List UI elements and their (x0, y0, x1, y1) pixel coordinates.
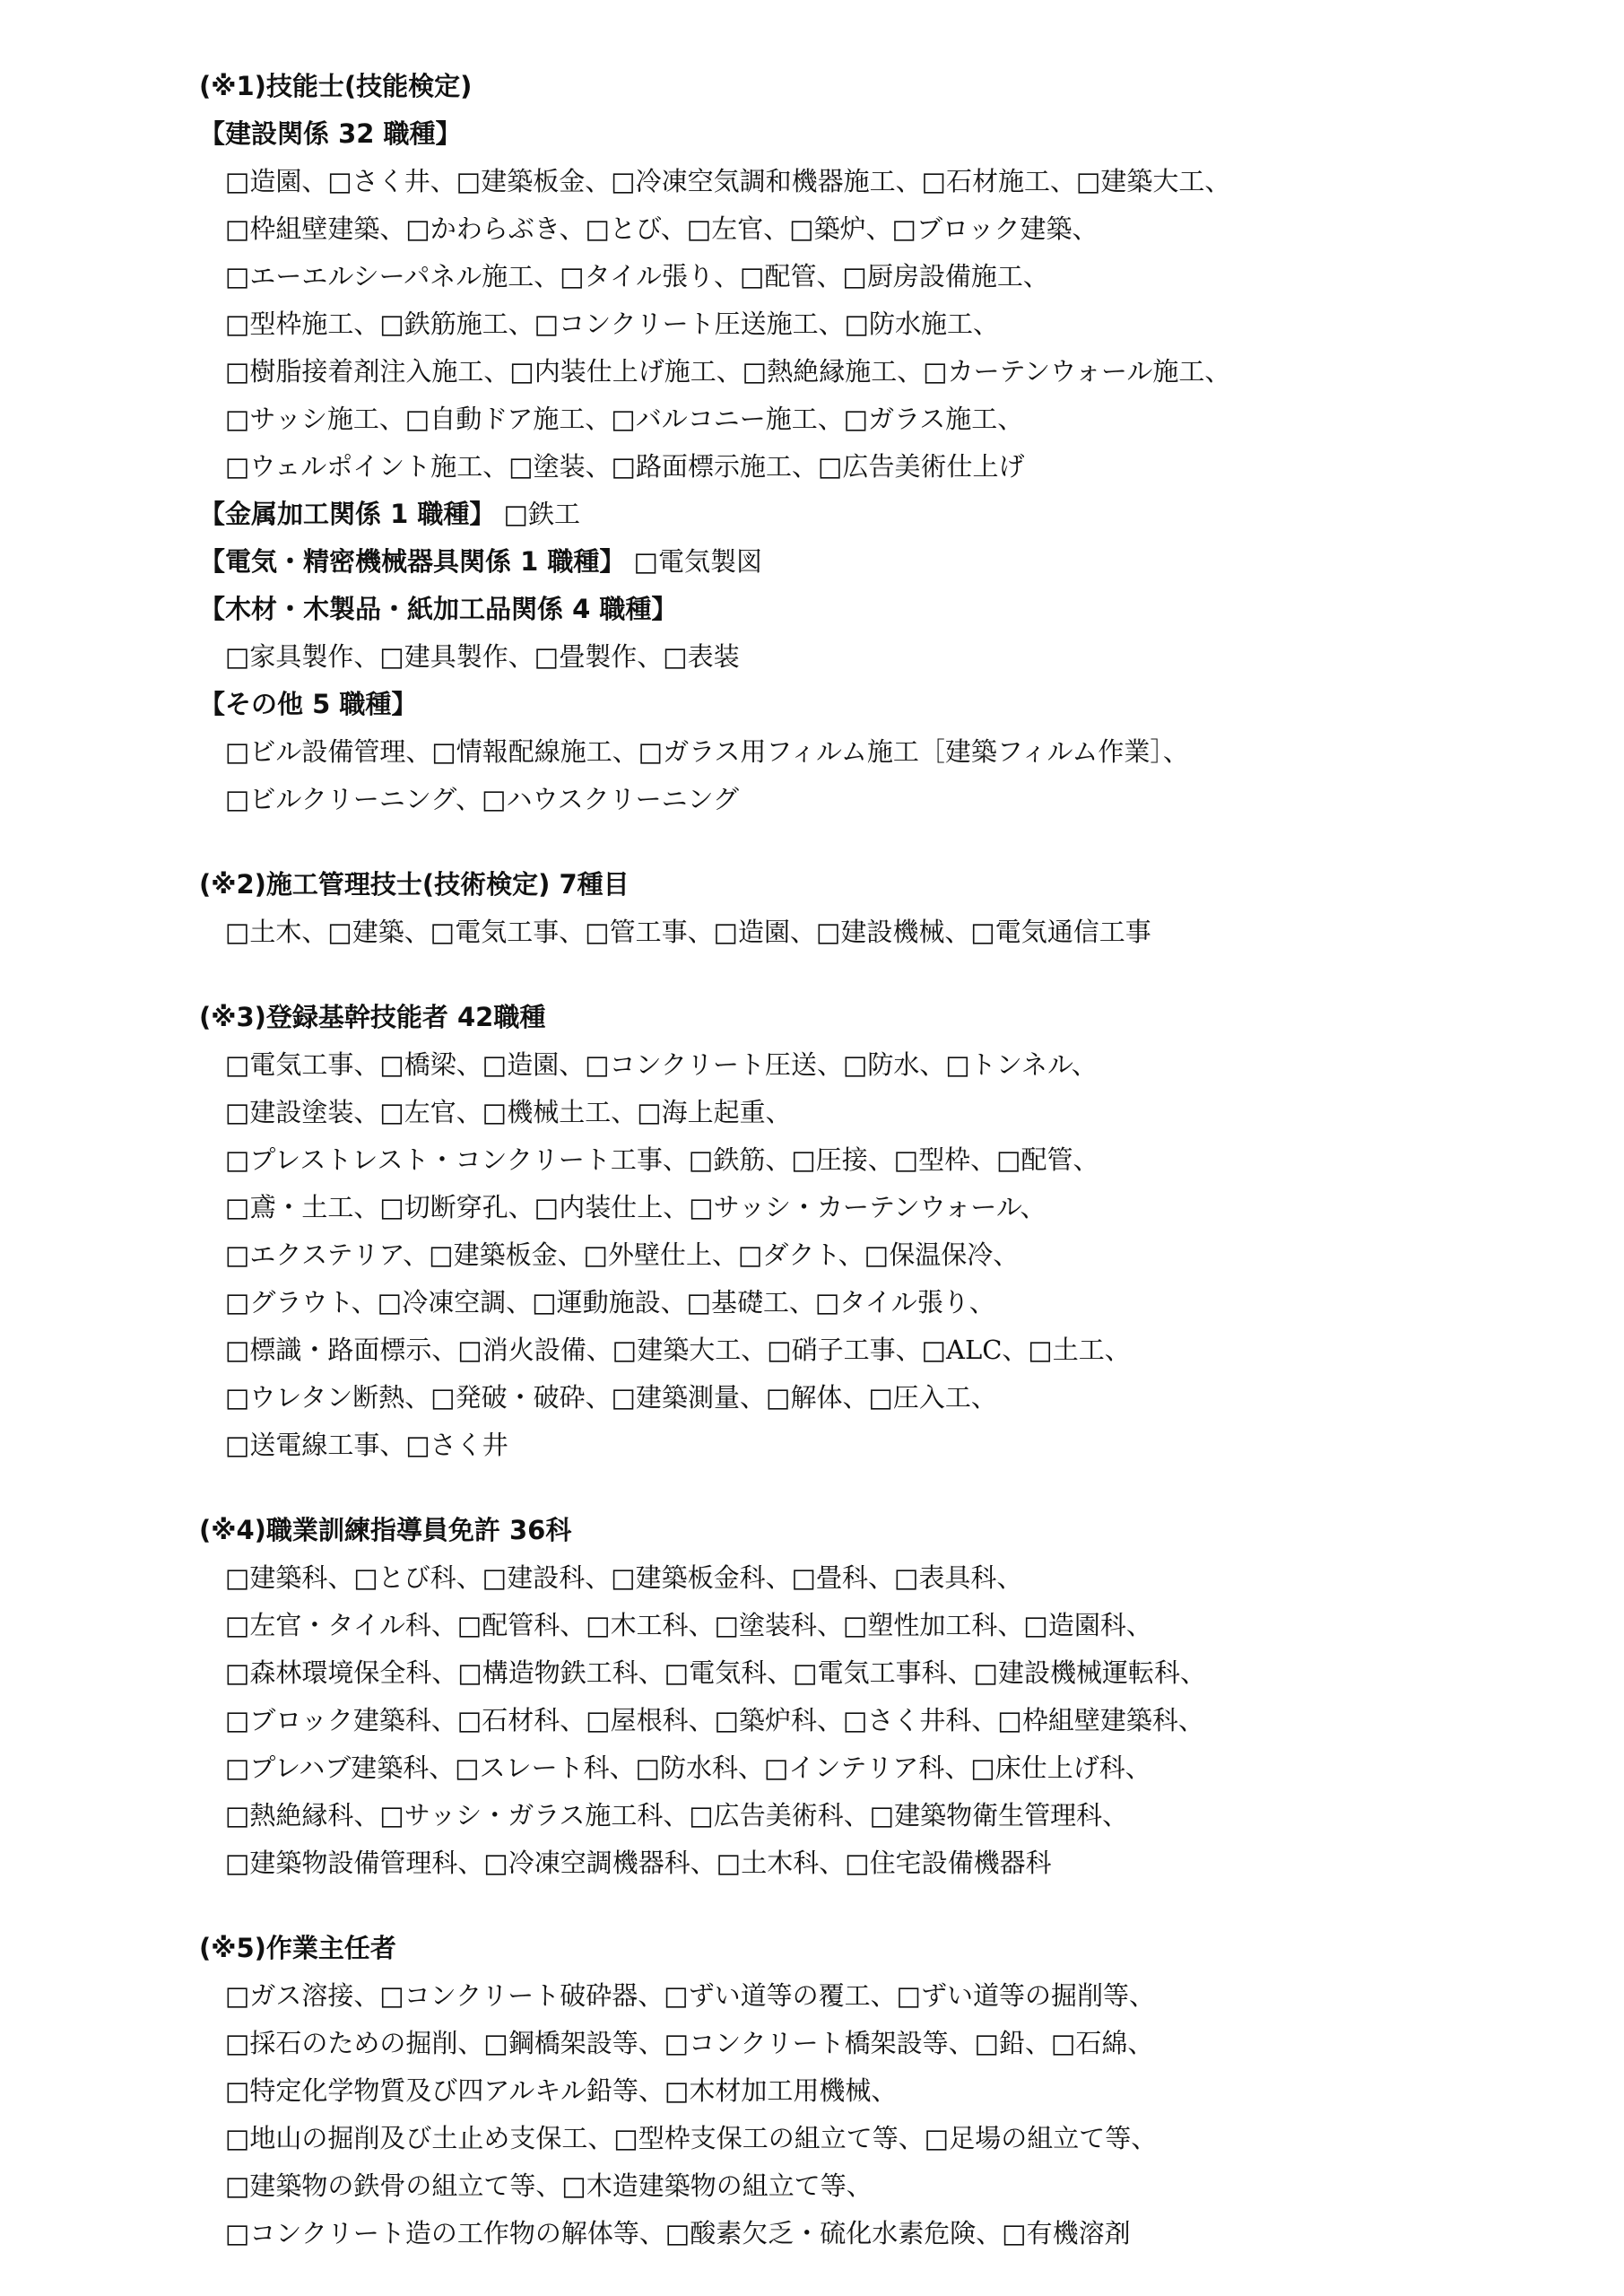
section-title: (※3)登録基幹技能者 42職種 (199, 1002, 546, 1032)
checkbox-list-text: □プレハブ建築科、□スレート科、□防水科、□インテリア科、□床仕上げ科、 (225, 1752, 1151, 1783)
item-line (199, 681, 1526, 728)
item-line (199, 2020, 1526, 2067)
item-line (199, 1422, 1526, 1469)
checkbox-list-text: □標識・路面標示、□消火設備、□建築大工、□硝子工事、□ALC、□土工、 (225, 1335, 1131, 1365)
section-spacer (199, 1887, 1526, 1925)
section-spacer (199, 1469, 1526, 1507)
checkbox-list-text: □グラウト、□冷凍空調、□運動施設、□基礎工、□タイル張り、 (225, 1287, 995, 1318)
checkbox-list-text: □ブロック建築科、□石材科、□屋根科、□築炉科、□さく井科、□枠組壁建築科、 (225, 1705, 1204, 1735)
item-line (199, 1326, 1526, 1374)
item-line (199, 2162, 1526, 2210)
checkbox-list-text: □電気製図 (625, 546, 762, 577)
group-heading: 【木材・木製品・紙加工品関係 4 職種】 (199, 594, 678, 624)
item-line (199, 1374, 1526, 1422)
checkbox-list-text: □樹脂接着剤注入施工、□内装仕上げ施工、□熱絶縁施工、□カーテンウォール施工、 (225, 356, 1231, 387)
item-line (199, 633, 1526, 681)
section-1 (199, 63, 1526, 823)
checkbox-list-text: □ウレタン断熱、□発破・破砕、□建築測量、□解体、□圧入工、 (225, 1382, 997, 1413)
document-page (199, 63, 1526, 2257)
checkbox-list-text: □造園、□さく井、□建築板金、□冷凍空気調和機器施工、□石材施工、□建築大工、 (225, 166, 1231, 196)
item-line (199, 205, 1526, 253)
item-line (199, 1697, 1526, 1744)
item-line (199, 1136, 1526, 1184)
section-title: (※1)技能士(技能検定) (199, 71, 473, 101)
item-line (199, 2115, 1526, 2162)
item-line (199, 538, 1526, 586)
section-title: (※4)職業訓練指導員免許 36科 (199, 1515, 572, 1545)
item-line (199, 158, 1526, 205)
checkbox-list-text: □左官・タイル科、□配管科、□木工科、□塗装科、□塑性加工科、□造園科、 (225, 1610, 1152, 1640)
checkbox-list-text: □型枠施工、□鉄筋施工、□コンクリート圧送施工、□防水施工、 (225, 309, 1000, 339)
checkbox-list-text: □プレストレスト・コンクリート工事、□鉄筋、□圧接、□型枠、□配管、 (225, 1144, 1099, 1175)
item-line (199, 443, 1526, 491)
item-line (199, 1041, 1526, 1089)
section-title: (※5)作業主任者 (199, 1933, 396, 1963)
item-line (199, 1839, 1526, 1887)
checkbox-list-text: □建築科、□とび科、□建設科、□建築板金科、□畳科、□表具科、 (225, 1562, 1023, 1593)
group-heading: 【電気・精密機械器具関係 1 職種】 (199, 546, 626, 577)
item-line (199, 1792, 1526, 1839)
checkbox-list-text: □土木、□建築、□電気工事、□管工事、□造園、□建設機械、□電気通信工事 (225, 917, 1151, 947)
item-line (199, 776, 1526, 823)
item-line (199, 491, 1526, 538)
checkbox-list-text: □ビル設備管理、□情報配線施工、□ガラス用フィルム施工［建築フィルム作業］、 (225, 736, 1189, 767)
checkbox-list-text: □ウェルポイント施工、□塗装、□路面標示施工、□広告美術仕上げ (225, 451, 1025, 482)
checkbox-list-text: □家具製作、□建具製作、□畳製作、□表装 (225, 641, 740, 672)
section-spacer (199, 823, 1526, 861)
item-line (199, 586, 1526, 633)
item-line (199, 396, 1526, 443)
checkbox-list-text: □特定化学物質及び四アルキル鉛等、□木材加工用機械、 (225, 2075, 898, 2106)
item-line (199, 1279, 1526, 1326)
checkbox-list-text: □地山の掘削及び土止め支保工、□型枠支保工の組立て等、□足場の組立て等、 (225, 2123, 1158, 2153)
item-line (199, 909, 1526, 956)
checkbox-list-text: □鳶・土工、□切断穿孔、□内装仕上、□サッシ・カーテンウォール、 (225, 1192, 1046, 1222)
item-line (199, 348, 1526, 396)
checkbox-list-text: □ビルクリーニング、□ハウスクリーニング (225, 784, 740, 814)
checkbox-list-text: □鉄工 (495, 499, 580, 529)
section-5 (199, 1925, 1526, 2257)
group-heading: 【その他 5 職種】 (199, 689, 418, 719)
item-line (199, 110, 1526, 158)
checkbox-list-text: □枠組壁建築、□かわらぶき、□とび、□左官、□築炉、□ブロック建築、 (225, 213, 1099, 244)
item-line (199, 1184, 1526, 1231)
section-2 (199, 861, 1526, 956)
checkbox-list-text: □建築物の鉄骨の組立て等、□木造建築物の組立て等、 (225, 2170, 873, 2201)
checkbox-list-text: □森林環境保全科、□構造物鉄工科、□電気科、□電気工事科、□建設機械運転科、 (225, 1657, 1207, 1688)
checkbox-list-text: □コンクリート造の工作物の解体等、□酸素欠乏・硫化水素危険、□有機溶剤 (225, 2218, 1131, 2248)
checkbox-list-text: □建築物設備管理科、□冷凍空調機器科、□土木科、□住宅設備機器科 (225, 1848, 1052, 1878)
item-line (199, 1554, 1526, 1602)
item-line (199, 728, 1526, 776)
section-title: (※2)施工管理技士(技術検定) 7種目 (199, 869, 630, 900)
section-4 (199, 1507, 1526, 1887)
item-line (199, 1972, 1526, 2020)
checkbox-list-text: □エーエルシーパネル施工、□タイル張り、□配管、□厨房設備施工、 (225, 261, 1049, 291)
group-heading: 【金属加工関係 1 職種】 (199, 499, 496, 529)
item-line (199, 1744, 1526, 1792)
checkbox-list-text: □送電線工事、□さく井 (225, 1430, 508, 1460)
item-line (199, 2210, 1526, 2257)
checkbox-list-text: □ガス溶接、□コンクリート破砕器、□ずい道等の覆工、□ずい道等の掘削等、 (225, 1980, 1156, 2011)
checkbox-list-text: □サッシ施工、□自動ドア施工、□バルコニー施工、□ガラス施工、 (225, 404, 1024, 434)
item-line (199, 1602, 1526, 1649)
item-line (199, 300, 1526, 348)
item-line (199, 1649, 1526, 1697)
checkbox-list-text: □建設塗装、□左官、□機械土工、□海上起重、 (225, 1097, 792, 1127)
section-3 (199, 994, 1526, 1469)
item-line (199, 1089, 1526, 1136)
checkbox-list-text: □エクステリア、□建築板金、□外壁仕上、□ダクト、□保温保冷、 (225, 1239, 1020, 1270)
checkbox-list-text: □熱絶縁科、□サッシ・ガラス施工科、□広告美術科、□建築物衛生管理科、 (225, 1800, 1129, 1831)
checkbox-list-text: □電気工事、□橋梁、□造園、□コンクリート圧送、□防水、□トンネル、 (225, 1049, 1098, 1080)
item-line (199, 1231, 1526, 1279)
group-heading: 【建設関係 32 職種】 (199, 118, 462, 149)
checkbox-list-text: □採石のための掘削、□鋼橋架設等、□コンクリート橋架設等、□鉛、□石綿、 (225, 2028, 1154, 2058)
section-spacer (199, 956, 1526, 994)
item-line (199, 2067, 1526, 2115)
item-line (199, 253, 1526, 300)
